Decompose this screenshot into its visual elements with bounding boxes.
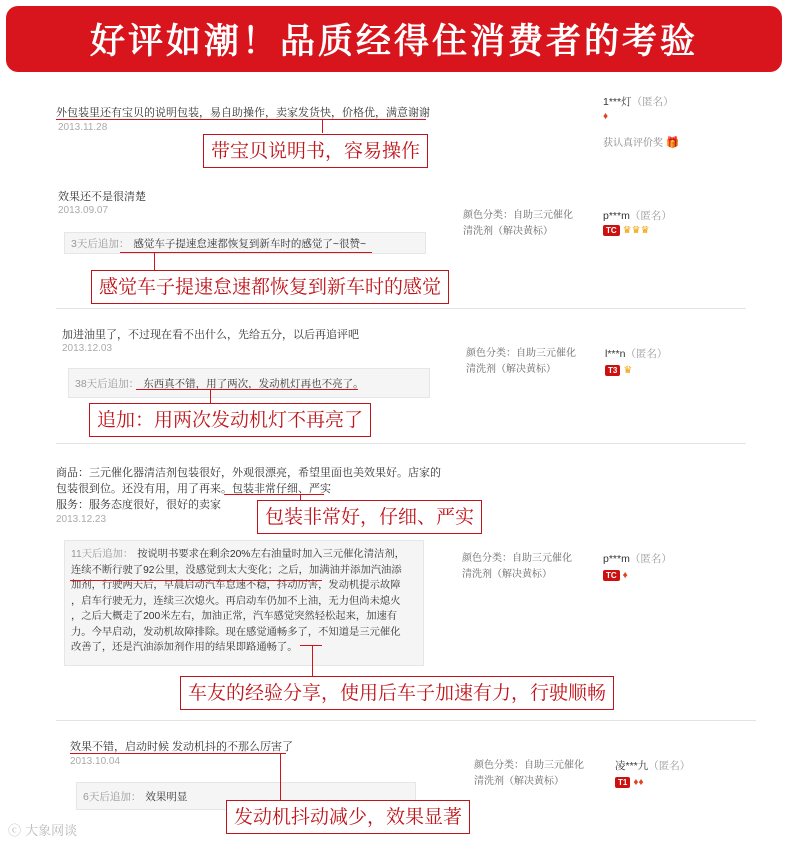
followup-label: 38天后追加： (75, 378, 140, 390)
anonymous-label: （匿名） (629, 210, 672, 222)
callout-connector (322, 119, 323, 133)
highlight-underline (56, 119, 426, 120)
followup-line: 改善了，还是汽油添加剂作用的结果即路通畅了。 (71, 642, 298, 653)
callout-box: 车友的经验分享，使用后车子加速有力，行驶顺畅 (180, 676, 614, 710)
review-text-line-2: 包装很到位。还没有用，用了再来。包装非常仔细、严实 (56, 483, 331, 495)
gift-icon: 🎁 (665, 137, 680, 149)
sku-line-2: 清洗剂（解决黄标） (463, 226, 553, 237)
reviewer-name: 凌***九 (615, 760, 649, 772)
followup-line: 按说明书要求在剩余20%左右油量时加入三元催化清洁剂， (137, 549, 405, 560)
callout-connector (154, 252, 155, 270)
reviewer-name: 1***灯 (603, 96, 632, 108)
sku-line-1: 颜色分类：自助三元催化 (474, 760, 584, 771)
highlight-underline (70, 753, 286, 754)
sku-line-2: 清洗剂（解决黄标） (466, 364, 556, 375)
review-text: 效果不错，启动时候 发动机抖的不那么厉害了 (70, 741, 294, 753)
crown-icon: ♛ (623, 365, 633, 376)
reviewer-name: p***m (603, 210, 630, 222)
reviewer[interactable] (605, 346, 667, 361)
reviewer-name: l***n (605, 348, 626, 360)
reviewer-level (603, 224, 650, 236)
reviewer-level (603, 569, 628, 581)
member-badge: TC (603, 570, 620, 581)
highlight-underline (120, 252, 372, 253)
callout-connector (280, 753, 281, 801)
sku-line-2: 清洗剂（解决黄标） (474, 776, 564, 787)
callout-box: 带宝贝说明书，容易操作 (203, 134, 428, 168)
watermark-text: 大象网谈 (25, 824, 78, 839)
followup-text: 感觉车子提速怠速都恢复到新车时的感觉了~很赞~ (133, 238, 367, 250)
review-date: 2013.10.04 (70, 756, 121, 767)
followup-box (64, 232, 426, 254)
callout-box: 感觉车子提速怠速都恢复到新车时的感觉 (91, 270, 449, 304)
diamond-icon: ♦ (603, 111, 609, 122)
callout-connector (210, 389, 211, 403)
followup-line: 加剂，行驶两天后，早晨启动汽车怠速不稳，抖动厉害，发动机提示故障 (71, 580, 401, 591)
callout-box: 发动机抖动减少，效果显著 (226, 800, 470, 834)
review-date: 2013.12.23 (56, 514, 107, 525)
reviewer-name: p***m (603, 553, 630, 565)
sku-line-1: 颜色分类：自助三元催化 (466, 348, 576, 359)
highlight-underline (136, 389, 358, 390)
diamond-icon: ♦♦ (633, 777, 644, 788)
reviewer-level (605, 364, 632, 376)
reviewer[interactable] (603, 94, 674, 109)
review-date: 2013.09.07 (58, 205, 109, 216)
callout-box: 包装非常好，仔细、严实 (257, 500, 482, 534)
banner-title: 好评如潮！品质经得住消费者的考验 (89, 22, 698, 62)
callout-box: 追加：用两次发动机灯不再亮了 (89, 403, 371, 437)
followup-text: 东西真不错，用了两次，发动机灯再也不亮了。 (143, 378, 364, 390)
highlight-underline (300, 645, 322, 646)
reviewer-level (615, 776, 644, 788)
sku-info (463, 208, 573, 240)
sku-info (462, 551, 572, 583)
callout-connector (312, 645, 313, 677)
followup-line: 力。今早启动，发动机故障排除。现在感觉通畅多了，不知道是三元催化 (71, 626, 401, 638)
member-badge: T1 (615, 777, 630, 788)
reviewer[interactable] (615, 758, 690, 773)
review-text: 加进油里了，不过现在看不出什么，先给五分，以后再追评吧 (62, 329, 359, 341)
trust-award (603, 134, 679, 149)
member-badge: TC (603, 225, 620, 236)
diamond-icon: ♦ (622, 570, 628, 581)
reviewer-level (603, 110, 608, 122)
anonymous-label: （匿名） (648, 760, 691, 772)
member-badge: T3 (605, 365, 620, 376)
trust-award-label: 获认真评价奖 (603, 138, 663, 149)
crown-icon: ♛♛♛ (622, 225, 650, 236)
followup-label: 3天后追加： (71, 238, 130, 250)
followup-line: ，启车行驶无力，连续三次熄火。再启动车仍加不上油，无力但尚未熄火 (71, 595, 401, 607)
anonymous-label: （匿名） (625, 348, 668, 360)
sku-info (474, 758, 584, 790)
followup-text: 效果明显 (145, 791, 188, 803)
reviewer[interactable] (603, 551, 672, 566)
sku-line-1: 颜色分类：自助三元催化 (463, 210, 573, 221)
followup-box (64, 540, 424, 666)
followup-label: 11天后追加： (71, 549, 134, 560)
watermark-logo-icon: ⓒ (8, 824, 22, 839)
review-date: 2013.12.03 (62, 343, 113, 354)
followup-label: 6天后追加： (83, 791, 142, 803)
reviewer[interactable] (603, 208, 672, 223)
divider (56, 720, 756, 721)
sku-line-1: 颜色分类：自助三元催化 (462, 553, 572, 564)
followup-line: ，之后大概走了200米左右，加油正常，汽车感觉突然轻松起来，加速有 (71, 611, 398, 622)
highlight-underline (224, 494, 324, 495)
followup-line: 连续不断行驶了92公里，没感觉到太大变化；之后，加满油并添加汽油添 (71, 564, 402, 576)
review-text-line-1: 商品：三元催化器清洁剂包装很好，外观很漂亮，希望里面也美效果好。店家的 (56, 467, 441, 479)
divider (56, 443, 746, 444)
anonymous-label: （匿名） (629, 553, 672, 565)
review-text: 效果还不是很清楚 (58, 191, 146, 203)
sku-line-2: 清洗剂（解决黄标） (462, 569, 552, 580)
anonymous-label: （匿名） (631, 96, 674, 108)
review-text: 外包装里还有宝贝的说明包装，易自助操作，卖家发货快，价格优，满意谢谢 (56, 107, 430, 119)
review-text-line-3: 服务：服务态度很好，很好的卖家 (56, 499, 221, 511)
divider (56, 308, 746, 309)
watermark (8, 820, 77, 839)
review-date: 2013.11.28 (58, 122, 108, 133)
highlight-underline (70, 580, 322, 581)
header-banner (6, 6, 782, 72)
followup-box (68, 368, 430, 398)
sku-info (466, 346, 576, 378)
